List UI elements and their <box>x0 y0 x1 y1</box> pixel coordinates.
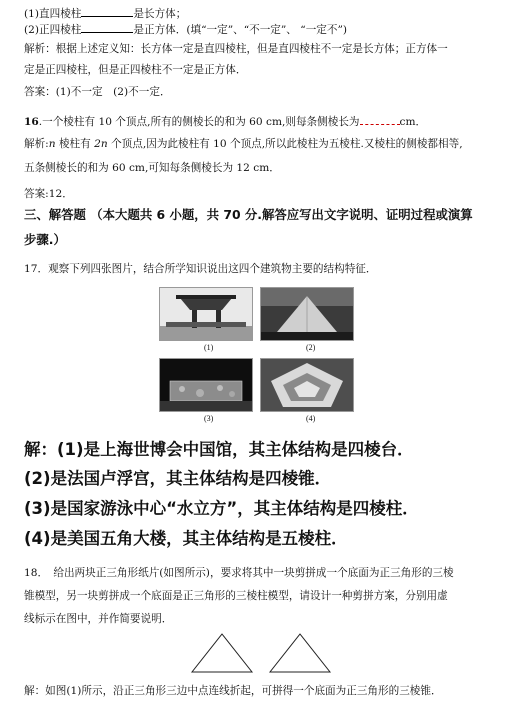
answer-blank <box>81 22 133 33</box>
line-q16 <box>24 114 426 129</box>
text: 是长方体； <box>133 8 187 20</box>
section-three-heading: 三、解答题 （本大题共 6 小题，共 70 分.解答应写出文字说明、证明过程或演算 <box>24 207 473 222</box>
math-var: n <box>48 138 56 150</box>
text: .一个棱柱有 10 个顶点,所有的侧棱长的和为 60 cm,则每条侧棱长为 <box>38 116 360 128</box>
photo-pentagon <box>260 358 354 412</box>
line-q16-answer: 答案:12． <box>24 188 73 200</box>
pentagon-image <box>261 359 353 411</box>
text: cm． <box>399 116 427 128</box>
line-analysis-1: 解析：根据上述定义知：长方体一定是直四棱柱，但是直四棱柱不一定是长方体；正方体一 <box>24 43 448 55</box>
line-q18-1: 18． 给出两块正三角形纸片(如图所示)，要求将其中一块剪拼成一个底面为正三角形的三棱 <box>24 567 454 579</box>
text: 是正方体．(填“一定”、“不一定”、 “一定不”) <box>133 24 348 36</box>
line-q18-2: 锥模型，另一块剪拼成一个底面是正三角形的三棱柱模型，请设计一种剪拼方案，分别用虚 <box>24 590 448 602</box>
photo-water-cube <box>159 358 253 412</box>
photo-caption-1: (1) <box>204 343 214 352</box>
text: (2)正四棱柱 <box>24 24 82 36</box>
line-q18-3: 线标示在图中，并作简要说明． <box>24 613 173 625</box>
louvre-pyramid-image <box>261 288 353 340</box>
line-q16-solution-2: 五条侧棱长的和为 60 cm,可知每条侧棱长为 12 cm． <box>24 162 280 174</box>
solution-17-line-1: 解：(1)是上海世博会中国馆，其主体结构是四棱台． <box>24 440 414 459</box>
solution-17-line-2: (2)是法国卢浮宫，其主体结构是四棱锥． <box>24 469 332 488</box>
text: 解析: <box>24 138 49 150</box>
solution-17-line-4: (4)是美国五角大楼，其主体结构是五棱柱． <box>24 529 348 548</box>
triangle-2 <box>270 634 330 672</box>
photo-china-pavilion <box>159 287 253 341</box>
line-q15-2 <box>24 22 347 37</box>
china-pavilion-image <box>160 288 252 340</box>
photo-louvre <box>260 287 354 341</box>
math-var: 2n <box>94 138 108 150</box>
text: 个顶点,因为此棱柱有 10 个顶点,所以此棱柱为五棱柱.又棱柱的侧棱都相等, <box>107 138 463 150</box>
question-number: 16 <box>24 116 39 128</box>
water-cube-image <box>160 359 252 411</box>
line-analysis-2: 定是正四棱柱，但是正四棱柱不一定是正方体． <box>24 64 247 76</box>
text: 棱柱有 <box>55 138 95 150</box>
line-q16-solution-1 <box>24 137 463 151</box>
photo-caption-4: (4) <box>306 414 316 423</box>
solution-17-line-3: (3)是国家游泳中心“水立方”，其主体结构是四棱柱． <box>24 499 419 518</box>
section-three-heading-2: 步骤.） <box>24 232 66 247</box>
answer-blank <box>81 6 133 17</box>
triangle-1 <box>192 634 252 672</box>
line-q17: 17．观察下列四张图片，结合所学知识说出这四个建筑物主要的结构特征． <box>24 263 377 275</box>
photo-caption-3: (3) <box>204 414 214 423</box>
line-q15-1 <box>24 6 186 21</box>
text: (1)直四棱柱 <box>24 8 82 20</box>
line-answer-15: 答案：(1)不一定 (2)不一定． <box>24 86 171 98</box>
answer-blank <box>360 114 400 125</box>
photo-caption-2: (2) <box>306 343 316 352</box>
triangle-figure <box>190 632 340 674</box>
line-q18-solution: 解：如图(1)所示，沿正三角形三边中点连线折起，可拼得一个底面为正三角形的三棱锥． <box>24 685 442 697</box>
